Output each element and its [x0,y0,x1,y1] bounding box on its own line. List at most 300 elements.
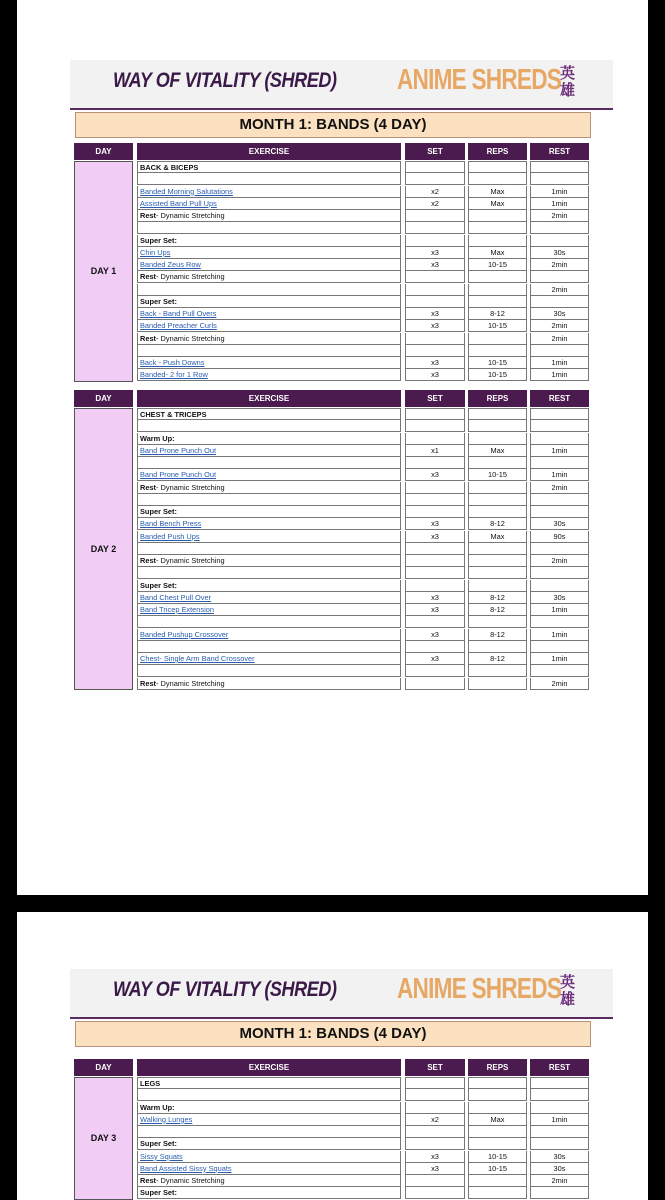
exercise-cell [137,592,401,604]
exercise-cell [137,1102,401,1114]
set-cell: x2 [405,198,465,210]
reps-cell [468,494,527,506]
table-row [137,420,589,432]
rest-cell: 2min [530,333,589,345]
reps-cell [468,543,527,555]
exercise-cell [137,518,401,530]
table-row [137,1126,589,1138]
exercise-cell [137,1151,401,1163]
reps-cell [468,235,527,247]
rest-cell: 2min [530,284,589,296]
table-row [137,1163,589,1175]
set-cell [405,567,465,579]
set-cell [405,506,465,518]
exercise-cell [137,1138,401,1150]
set-cell: x3 [405,320,465,332]
exercise-link[interactable]: Back - Push Downs [140,358,205,367]
exercise-link[interactable]: Band Chest Pull Over [140,592,212,602]
rest-cell [530,641,589,653]
exercise-link[interactable]: Banded- 2 for 1 Row [140,370,208,380]
exercise-cell [137,665,401,677]
table-row [137,567,589,579]
rest-label: Rest [140,482,157,492]
day-label-cell [74,408,133,690]
table-row [137,1175,589,1187]
set-cell: x3 [405,1151,465,1163]
table-row [137,616,589,628]
section-heading: Super Set: [140,1188,177,1198]
set-cell [405,616,465,628]
rest-cell: 30s [530,592,589,604]
rest-label: Rest [140,211,157,220]
day-label-cell [74,161,133,382]
rest-cell [530,161,589,173]
rest-cell [530,235,589,247]
set-cell [405,345,465,357]
exercise-cell [137,247,401,259]
exercise-cell [137,345,401,357]
set-cell [405,161,465,173]
reps-cell [468,1126,527,1138]
rest-cell [530,543,589,555]
exercise-cell [137,445,401,457]
rest-cell [530,296,589,308]
exercise-cell [137,198,401,210]
set-cell: x2 [405,186,465,198]
rest-cell: 2min [530,1175,589,1187]
set-cell: x1 [405,445,465,457]
reps-cell: 10-15 [468,369,527,381]
table-row [137,445,589,457]
exercise-cell [137,494,401,506]
reps-cell: 10-15 [468,469,527,481]
rest-cell [530,420,589,432]
exercise-cell [137,1163,401,1175]
table-row [137,1187,589,1199]
table-row [137,629,589,641]
set-cell [405,210,465,222]
section-heading: Warm Up: [140,1102,175,1112]
set-cell [405,457,465,469]
reps-cell [468,665,527,677]
table-row [137,469,589,481]
rest-cell: 30s [530,1163,589,1175]
reps-cell [468,1187,527,1199]
rest-cell: 2min [530,678,589,690]
rest-cell: 30s [530,308,589,320]
rest-cell [530,580,589,592]
set-cell: x3 [405,531,465,543]
rest-description: - Dynamic Stretching [156,1176,225,1185]
table-row [137,604,589,616]
rest-cell [530,173,589,185]
month-banner: MONTH 1: BANDS (4 DAY) [75,1021,591,1047]
exercise-cell [137,1077,401,1089]
exercise-cell [137,284,401,296]
exercise-cell [137,678,401,690]
exercise-cell [137,186,401,198]
rest-cell: 30s [530,518,589,530]
exercise-cell [137,1126,401,1138]
set-cell: x3 [405,1163,465,1175]
rest-cell: 1min [530,198,589,210]
exercise-link[interactable]: Walking Lunges [140,1114,193,1124]
rest-label: Rest [140,333,157,343]
exercise-link[interactable]: Banded Push Ups [140,531,200,541]
column-header-exercise: EXERCISE [137,1059,401,1076]
exercise-cell [137,333,401,345]
rest-description: - Dynamic Stretching [156,211,225,220]
rest-cell: 1min [530,1114,589,1126]
rest-cell: 2min [530,320,589,332]
exercise-cell [137,173,401,185]
section-heading: Super Set: [140,1139,177,1149]
table-row [137,161,589,173]
set-cell [405,284,465,296]
exercise-link[interactable]: Assisted Band Pull Ups [140,198,217,208]
reps-cell [468,1175,527,1187]
exercise-link[interactable]: Banded Morning Salutations [140,186,233,196]
exercise-link[interactable]: Banded Pushup Crossover [140,629,229,639]
set-cell: x3 [405,653,465,665]
reps-cell [468,173,527,185]
rest-description: - Dynamic Stretching [156,272,225,282]
exercise-link[interactable]: Band Tricep Extension [140,605,214,614]
table-row [137,1114,589,1126]
set-cell [405,235,465,247]
reps-cell [468,420,527,432]
document-page-1 [17,0,648,895]
set-cell [405,1138,465,1150]
table-row [137,320,589,332]
column-header-reps: REPS [468,390,527,407]
table-row [137,369,589,381]
table-row [137,247,589,259]
reps-cell [468,345,527,357]
reps-cell: Max [468,1114,527,1126]
table-row [137,592,589,604]
exercise-cell [137,420,401,432]
exercise-link[interactable]: Banded Preacher Curls [140,321,217,331]
reps-cell: 8-12 [468,653,527,665]
table-row [137,186,589,198]
exercise-cell [137,408,401,420]
rest-cell [530,1138,589,1150]
set-cell: x3 [405,604,465,616]
exercise-link[interactable]: Band Prone Punch Out [140,470,217,480]
rest-label: Rest [140,556,157,565]
exercise-cell [137,296,401,308]
rest-label: Rest [140,678,157,688]
set-cell [405,1102,465,1114]
table-row [137,198,589,210]
table-row [137,345,589,357]
column-header-day: DAY [74,390,133,407]
rest-cell: 1min [530,357,589,369]
table-row [137,518,589,530]
reps-cell [468,333,527,345]
day-label: DAY 3 [90,1133,117,1144]
anime-shreds-logo: ANIME SHREDS [397,973,562,1005]
exercise-link[interactable]: Chest- Single Arm Band Crossover [140,654,255,663]
table-row [137,235,589,247]
set-cell [405,173,465,185]
rest-cell: 2min [530,259,589,271]
rest-cell [530,1089,589,1101]
table-row [137,1138,589,1150]
set-cell [405,1089,465,1101]
table-row [137,210,589,222]
exercise-cell [137,531,401,543]
set-cell [405,1187,465,1199]
rest-cell: 1min [530,604,589,616]
set-cell [405,333,465,345]
exercise-cell [137,161,401,173]
column-header-rest: REST [530,143,589,160]
rest-cell [530,433,589,445]
rest-cell [530,457,589,469]
rest-cell [530,408,589,420]
table-row [137,433,589,445]
reps-cell [468,1077,527,1089]
reps-cell: Max [468,531,527,543]
rest-label: Rest [140,1176,157,1185]
table-row [137,296,589,308]
exercise-link[interactable]: Sissy Squats [140,1151,183,1161]
reps-cell [468,580,527,592]
rest-cell [530,665,589,677]
reps-cell: 10-15 [468,1163,527,1175]
table-row [137,1077,589,1089]
exercise-cell [137,433,401,445]
table-row [137,308,589,320]
set-cell [405,1126,465,1138]
rest-cell [530,1077,589,1089]
reps-cell [468,678,527,690]
rest-cell [530,616,589,628]
reps-cell [468,1138,527,1150]
set-cell [405,408,465,420]
section-heading: Super Set: [140,296,177,306]
table-row [137,222,589,234]
set-cell [405,1175,465,1187]
reps-cell: 8-12 [468,308,527,320]
table-row [137,506,589,518]
reps-cell [468,555,527,567]
exercise-cell [137,1187,401,1199]
rest-cell: 2min [530,210,589,222]
table-row [137,1151,589,1163]
rest-cell: 2min [530,555,589,567]
exercise-cell [137,1089,401,1101]
exercise-cell [137,482,401,494]
column-header-reps: REPS [468,1059,527,1076]
reps-cell [468,482,527,494]
set-cell [405,494,465,506]
table-row [137,641,589,653]
exercise-cell [137,320,401,332]
logo-kanji: 英雄 [560,974,576,1008]
exercise-link[interactable]: Banded Zeus Row [140,260,201,269]
reps-cell: Max [468,247,527,259]
set-cell: x3 [405,518,465,530]
exercise-cell [137,543,401,555]
table-row [137,333,589,345]
reps-cell: Max [468,198,527,210]
set-cell [405,222,465,234]
set-cell [405,641,465,653]
day-label: DAY 2 [90,543,117,554]
table-row [137,457,589,469]
set-cell [405,543,465,555]
column-header-exercise: EXERCISE [137,143,401,160]
exercise-cell [137,580,401,592]
reps-cell [468,641,527,653]
exercise-cell [137,1175,401,1187]
exercise-link[interactable]: Band Assisted Sissy Squats [140,1163,232,1173]
reps-cell [468,457,527,469]
table-row [137,259,589,271]
section-heading: Super Set: [140,580,177,590]
set-cell [405,420,465,432]
exercise-cell [137,271,401,283]
rest-cell: 2min [530,482,589,494]
rest-description: - Dynamic Stretching [156,333,225,343]
column-header-set: SET [405,143,465,160]
rest-cell: 1min [530,445,589,457]
set-cell: x3 [405,469,465,481]
set-cell [405,296,465,308]
exercise-cell [137,555,401,567]
set-cell [405,555,465,567]
exercise-cell [137,653,401,665]
set-cell: x3 [405,308,465,320]
logo-kanji: 英雄 [560,65,576,99]
exercise-cell [137,235,401,247]
rest-cell: 1min [530,629,589,641]
exercise-cell [137,629,401,641]
exercise-link[interactable]: Back - Band Pull Overs [140,309,217,318]
exercise-cell [137,604,401,616]
document-page-2 [17,912,648,1200]
exercise-cell [137,210,401,222]
rest-cell [530,271,589,283]
column-header-exercise: EXERCISE [137,390,401,407]
day-label: DAY 1 [90,266,117,277]
reps-cell [468,284,527,296]
rest-cell [530,222,589,234]
section-heading: Warm Up: [140,433,175,443]
exercise-link[interactable]: Band Prone Punch Out [140,445,217,455]
reps-cell [468,271,527,283]
reps-cell [468,1089,527,1101]
rest-cell [530,345,589,357]
reps-cell: Max [468,186,527,198]
set-cell: x3 [405,592,465,604]
rest-cell [530,1102,589,1114]
page-header [70,969,613,1019]
rest-description: - Dynamic Stretching [156,678,225,688]
rest-cell [530,506,589,518]
exercise-cell [137,616,401,628]
section-heading: Super Set: [140,235,177,245]
set-cell [405,665,465,677]
set-cell [405,678,465,690]
reps-cell [468,567,527,579]
anime-shreds-logo: ANIME SHREDS [397,64,562,96]
reps-cell [468,408,527,420]
set-cell [405,482,465,494]
rest-label: Rest [140,272,157,282]
rest-cell: 1min [530,653,589,665]
reps-cell: 8-12 [468,592,527,604]
reps-cell [468,616,527,628]
program-title: WAY OF VITALITY (SHRED) [113,978,337,1001]
section-heading: BACK & BICEPS [140,163,199,172]
table-row [137,543,589,555]
reps-cell: 10-15 [468,357,527,369]
rest-cell: 1min [530,186,589,198]
reps-cell: 10-15 [468,1151,527,1163]
table-row [137,653,589,665]
reps-cell [468,296,527,308]
rest-description: - Dynamic Stretching [156,482,225,492]
rest-cell [530,1187,589,1199]
set-cell [405,271,465,283]
table-row [137,555,589,567]
exercise-cell [137,506,401,518]
table-row [137,482,589,494]
table-row [137,531,589,543]
set-cell: x3 [405,247,465,259]
reps-cell [468,1102,527,1114]
reps-cell [468,210,527,222]
table-row [137,494,589,506]
set-cell [405,1077,465,1089]
section-heading: CHEST & TRICEPS [140,410,207,419]
set-cell: x3 [405,259,465,271]
column-header-day: DAY [74,143,133,160]
set-cell [405,433,465,445]
set-cell: x3 [405,357,465,369]
rest-cell: 1min [530,369,589,381]
exercise-cell [137,369,401,381]
set-cell: x2 [405,1114,465,1126]
reps-cell: 8-12 [468,518,527,530]
set-cell [405,580,465,592]
reps-cell: 10-15 [468,320,527,332]
table-row [137,284,589,296]
exercise-link[interactable]: Band Bench Press [140,519,202,529]
column-header-day: DAY [74,1059,133,1076]
exercise-link[interactable]: Chin Ups [140,247,171,257]
table-row [137,580,589,592]
table-row [137,173,589,185]
reps-cell: 8-12 [468,629,527,641]
section-heading: Super Set: [140,507,177,516]
exercise-cell [137,567,401,579]
table-row [137,1102,589,1114]
page-header [70,60,613,110]
rest-cell: 30s [530,1151,589,1163]
reps-cell: Max [468,445,527,457]
reps-cell [468,161,527,173]
table-row [137,271,589,283]
rest-cell [530,494,589,506]
table-row [137,678,589,690]
column-header-set: SET [405,390,465,407]
reps-cell: 8-12 [468,604,527,616]
